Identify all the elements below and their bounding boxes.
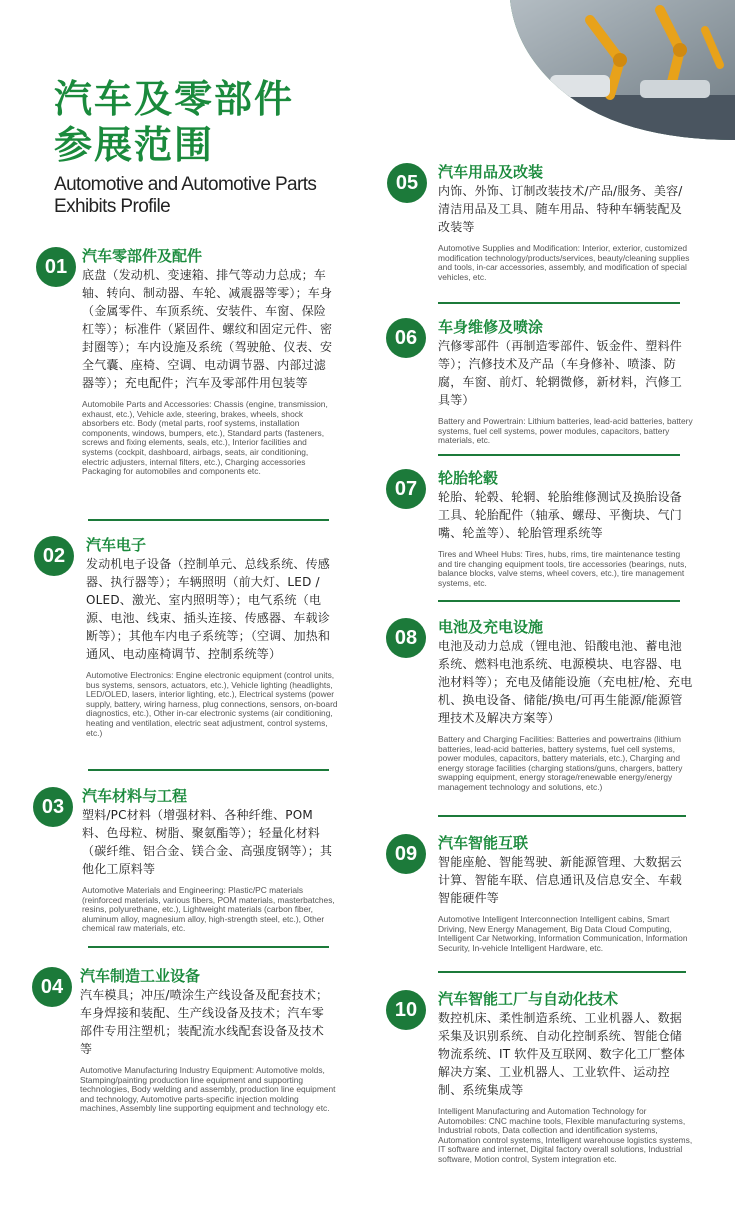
section-description-cn: 数控机床、柔性制造系统、工业机器人、数据采集及识别系统、自动化控制系统、智能仓储物流系统、IT 软件及互联网、数字化工厂整体解决方案、工业机器人、工业软件、运动控制、系统集成等 [438,1011,686,1097]
section-description-en: Battery and Powertrain: Lithium batteries, lead-acid batteries, battery systems, fuel cell systems, power modules, capacitors, battery materials, etc. [438,416,693,446]
section-title: 汽车智能互联 [438,834,529,852]
section-description-cn: 内饰、外饰、订制改装技术/产品/服务、美容/清洁用品及工具、随车用品、特种车辆装配及改装等 [438,184,683,234]
section-description-en: Automotive Materials and Engineering: Plastic/PC materials (reinforced materials, various fibers, POM materials, masterbatches, resins, polyurethane, etc.), Lightweight materials (carbon fiber, aluminum alloy, magnesium alloy, high-strength steel, etc.), Other chemical raw materials, etc. [82,885,335,934]
section-description-cn: 智能座舱、智能驾驶、新能源管理、大数据云计算、智能车联、信息通讯及信息安全、车载智能硬件等 [438,855,683,905]
section-number-badge: 06 [386,318,426,358]
section-description-cn: 电池及动力总成（锂电池、铅酸电池、蓄电池系统、燃料电池系统、电源模块、电容器、电池材料等）；充电及储能设施（充电桩/枪、充电机、换电设备、储能/换电/可再生能源/能源管理技术及解决方案等） [438,639,693,725]
section-title: 汽车电子 [86,536,147,554]
section-description-cn: 发动机电子设备（控制单元、总线系统、传感器、执行器等）；车辆照明（前大灯、LED / OLED、激光、室内照明等）；电气系统（电源、电池、线束、插头连接、传感器、车载诊断等）；其他车内电子系统等；（空调、加热和通风、电动座椅调节、控制系统等） [86,557,331,661]
page-title-cn-line1: 汽车及零部件 [54,77,295,121]
section-number-badge: 09 [386,834,426,874]
section-number-badge: 03 [33,787,73,827]
section-description-en: Automotive Intelligent Interconnection Intelligent cabins, Smart Driving, New Energy Management, Big Data Cloud Computing, Intelligent Car Networking, Information Communication, Information Security, In-vehicle Intelligent Hardware, etc. [438,914,688,953]
section-description-en: Automotive Manufacturing Industry Equipment: Automotive molds, Stamping/painting production line equipment and supporting technologies, Body welding and assembly, production line equipment and technology, Automotive parts-specific injection molding machines, Assembly line supporting equipment and technology etc. [80,1065,336,1114]
section-number-badge: 01 [36,247,76,287]
section-title: 轮胎轮毂 [438,469,499,487]
section-divider [438,971,686,973]
section-title: 汽车零部件及配件 [82,247,203,265]
section-number-badge: 07 [386,469,426,509]
section-description-cn: 塑料/PC材料（增强材料、各种纤维、POM料、色母粒、树脂、聚氨酯等）；轻量化材料（碳纤维、铝合金、镁合金、高强度钢等）；其他化工原料等 [82,808,333,876]
section-divider [438,454,680,456]
page-title-en-line2: Exhibits Profile [54,196,171,217]
section-divider [88,946,329,948]
section-divider [88,519,329,521]
section-title: 汽车用品及改装 [438,163,544,181]
section-number-badge: 02 [34,536,74,576]
section-number-badge: 04 [32,967,72,1007]
section-description-en: Automotive Electronics: Engine electronic equipment (control units, bus systems, sensors, actuators, etc.), Vehicle lighting (headlights, LED/OLED, lasers, interior lighting, etc.), Electrical systems (power supply, battery, wiring harness, plug connections, sensors, on-board diagnostics, etc.), Other in-car electronic systems (air conditioning, heating and ventilation, electric seat adjustment, control systems, etc.) [86,670,338,738]
hero-robot-image [470,0,735,140]
section-divider [88,769,329,771]
section-description-en: Automotive Supplies and Modification: Interior, exterior, customized modification technology/products/services, beauty/cleaning supplies and tools, in-car accessories, assembly, and modification of special vehicles, etc. [438,243,690,282]
section-title: 车身维修及喷涂 [438,318,544,336]
section-title: 汽车智能工厂与自动化技术 [438,990,619,1008]
section-description-en: Tires and Wheel Hubs: Tires, hubs, rims, tire maintenance testing and tire changing equipment tools, tire accessories (bearings, nuts, balance blocks, valve stems, wheel covers, etc.), tire management systems, etc. [438,549,687,588]
section-description-cn: 轮胎、轮毂、轮辋、轮胎维修测试及换胎设备工具、轮胎配件（轴承、螺母、平衡块、气门嘴、轮盖等）、轮胎管理系统等 [438,490,683,540]
section-description-cn: 汽修零部件（再制造零部件、钣金件、塑料件等）；汽修技术及产品（车身修补、喷漆、防腐，车窗、前灯、轮辋微修，新材料，汽修工具等） [438,339,683,407]
section-title: 电池及充电设施 [438,618,544,636]
page-title-en-line1: Automotive and Automotive Parts [54,174,317,195]
section-number-badge: 10 [386,990,426,1030]
section-description-cn: 汽车模具；冲压/喷涂生产线设备及配套技术；车身焊接和装配、生产线设备及技术；汽车零部件专用注塑机；装配流水线配套设备及技术等 [80,988,329,1056]
section-description-cn: 底盘（发动机、变速箱、排气等动力总成；车轴、转向、制动器、车轮、减震器等零）；车身（金属零件、车顶系统、安装件、车窗、保险杠等）；标准件（紧固件、螺纹和固定元件、密封圈等）；车内设施及系统（驾驶舱、仪表、安全气囊、座椅、空调、电动调节器、内部过滤器等）；充电配件；汽车及零部件用包装等 [82,268,333,390]
section-description-en: Automobile Parts and Accessories: Chassis (engine, transmission, exhaust, etc.), Vehicle axle, steering, brakes, wheels, shock absorbers etc. Body (metal parts, roof systems, installation components, windows, bumpers, etc.), Standard parts (fasteners, screws and fixing elements, seals, etc.), Interior facilities and systems (cockpit, dashboard, airbags, seats, air conditioning, electric adjusters, internal filters, etc.), Charging accessories Packaging for automobiles and components etc. [82,399,328,477]
section-divider [438,302,680,304]
header [54,76,316,218]
page-title-cn-line2: 参展范围 [54,123,215,167]
section-description-en: Intelligent Manufacturing and Automation Technology for Automobiles: CNC machine tools, Flexible manufacturing systems, Industrial robots, Data collection and identification systems, Automation control systems, Intelligent warehouse logistics systems, IT software and internet, Digital factory overall solutions, Industrial software, Motion control, System integration etc. [438,1106,693,1164]
section-number-badge: 08 [386,618,426,658]
section-number-badge: 05 [387,163,427,203]
section-title: 汽车材料与工程 [82,787,188,805]
section-divider [438,600,680,602]
section-title: 汽车制造工业设备 [80,967,201,985]
section-divider [438,815,686,817]
section-description-en: Battery and Charging Facilities: Batteries and powertrains (lithium batteries, lead-acid batteries, battery systems, fuel cell systems, power modules, capacitors, battery materials, etc.), Charging and energy storage facilities (charging stations/guns, chargers, battery swapping equipment, energy storage/renewable energy/energy management technology and solutions, etc.) [438,734,683,792]
